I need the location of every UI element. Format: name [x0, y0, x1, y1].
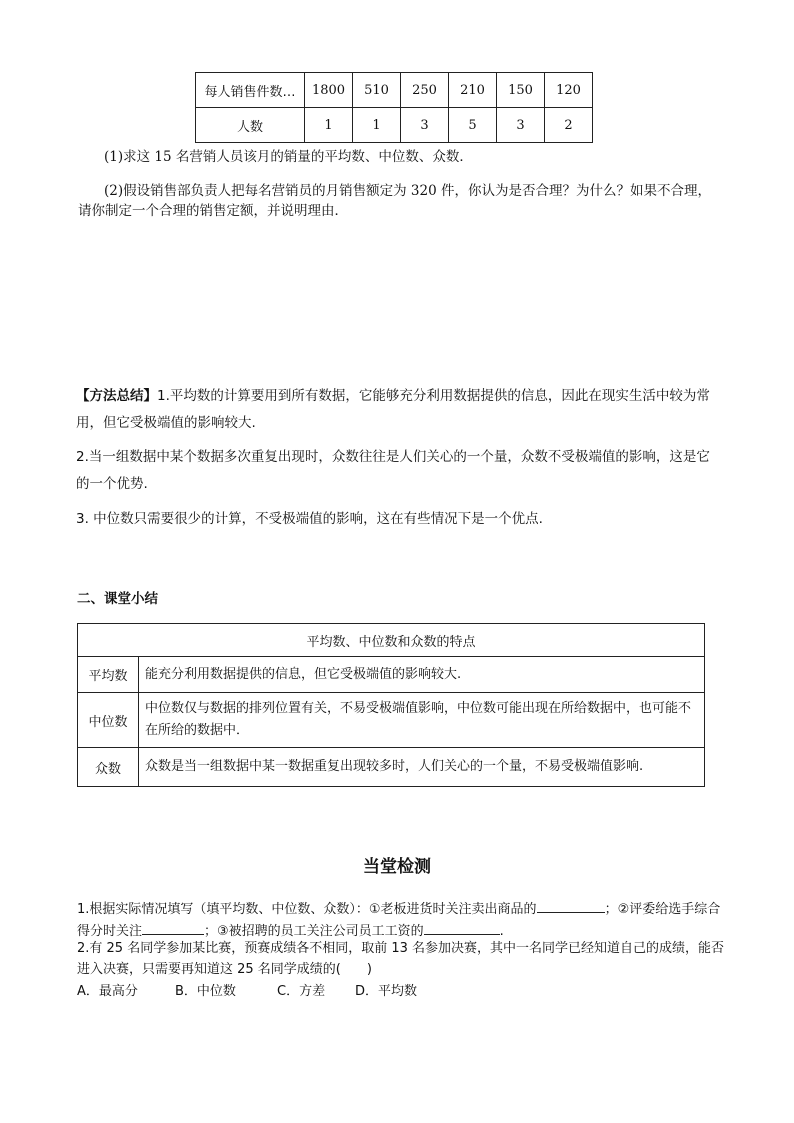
summary-value-mode: 众数是当一组数据中某一数据重复出现较多时，人们关心的一个量，不易受极端值影响.	[139, 748, 705, 787]
sales-row1-header: 每人销售件数…	[196, 73, 305, 108]
table-cell: 250	[401, 73, 449, 108]
table-row	[78, 693, 705, 748]
table-cell: 1	[305, 108, 353, 143]
question-1: (1)求这 15 名营销人员该月的销量的平均数、中位数、众数．	[104, 149, 473, 165]
summary-table-title: 平均数、中位数和众数的特点	[78, 624, 705, 657]
table-row	[78, 657, 705, 693]
method-summary-p2: 2.当一组数据中某个数据多次重复出现时，众数往往是人们关心的一个量，众数不受极端值的影响，这是它的一个优势.	[76, 449, 710, 492]
table-cell: 150	[497, 73, 545, 108]
test-question-1	[77, 898, 727, 942]
q1-text-end: .	[499, 924, 504, 939]
table-cell: 510	[353, 73, 401, 108]
method-summary-label: 【方法总结】	[76, 388, 157, 404]
method-summary-p1	[76, 383, 722, 437]
sales-row2-header: 人数	[196, 108, 305, 143]
table-cell: 5	[449, 108, 497, 143]
page-title: 当堂检测	[363, 857, 431, 877]
section-title-summary: 二、课堂小结	[77, 591, 158, 607]
q1-text-part2: ；②评委给选手综合得分时关注	[77, 902, 721, 939]
table-cell: 2	[545, 108, 593, 143]
table-cell: 210	[449, 73, 497, 108]
method-summary-p3: 3. 中位数只需要很少的计算，不受极端值的影响，这在有些情况下是一个优点.	[76, 511, 543, 527]
table-cell: 3	[401, 108, 449, 143]
sales-row-people	[196, 108, 593, 143]
option-b[interactable]: B．中位数	[175, 984, 236, 999]
summary-key-median: 中位数	[78, 693, 139, 748]
option-a[interactable]: A．最高分	[77, 984, 138, 999]
summary-key-mode: 众数	[78, 748, 139, 787]
q1-text-part1: 1.根据实际情况填写（填平均数、中位数、众数）：①老板进货时关注卖出商品的	[77, 902, 537, 917]
q1-text-part3: ；③被招聘的员工关注公司员工工资的	[204, 924, 424, 939]
test-question-2: 2.有 25 名同学参加某比赛，预赛成绩各不相同，取前 13 名参加决赛，其中一名同学已经知道自己的成绩，能否进入决赛，只需要再知道这 25 名同学成绩的( )	[77, 941, 725, 977]
table-cell: 1	[353, 108, 401, 143]
sales-row-counts	[196, 73, 593, 108]
table-cell: 120	[545, 73, 593, 108]
question-2-line1: (2)假设销售部负责人把每名营销员的月销售额定为 320 件，你认为是否合理？为什么？如果不合理，	[104, 183, 711, 199]
answer-options	[77, 980, 417, 999]
answer-blank-1[interactable]	[537, 898, 605, 913]
option-c[interactable]: C．方差	[277, 984, 326, 999]
sales-table	[195, 72, 593, 143]
answer-blank-3[interactable]	[424, 920, 500, 935]
summary-key-mean: 平均数	[78, 657, 139, 693]
summary-value-median: 中位数仅与数据的排列位置有关，不易受极端值影响，中位数可能出现在所给数据中，也可能不在所给的数据中．	[139, 693, 705, 748]
summary-value-mean: 能充分利用数据提供的信息，但它受极端值的影响较大.	[139, 657, 705, 693]
question-2-line2: 请你制定一个合理的销售定额，并说明理由．	[78, 203, 348, 219]
table-cell: 3	[497, 108, 545, 143]
option-d[interactable]: D．平均数	[355, 984, 418, 999]
table-cell: 1800	[305, 73, 353, 108]
answer-blank-2[interactable]	[142, 920, 204, 935]
summary-table	[77, 623, 705, 787]
method-summary-p1-text: 1.平均数的计算要用到所有数据，它能够充分利用数据提供的信息，因此在现实生活中较为常用，但它受极端值的影响较大.	[76, 388, 710, 431]
table-row	[78, 748, 705, 787]
